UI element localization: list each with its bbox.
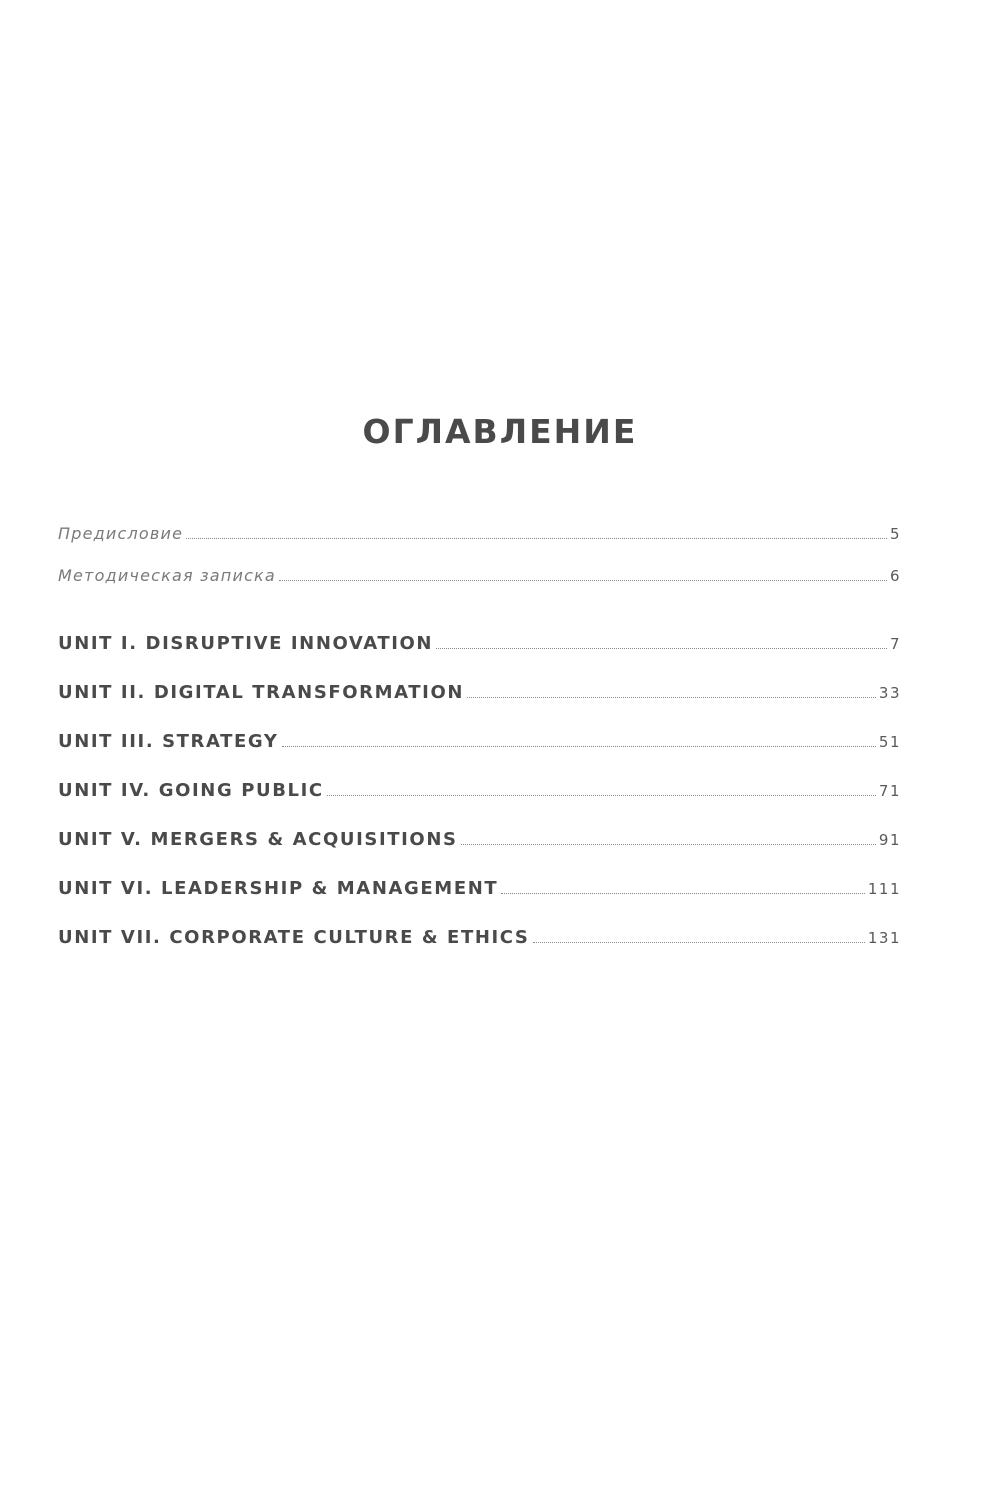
toc-entry-title: UNIT II. DIGITAL TRANSFORMATION (58, 682, 465, 703)
toc-entry-title: UNIT IV. GOING PUBLIC (58, 780, 324, 801)
toc-entry-preface[interactable] (58, 524, 901, 543)
toc-entry-page: 5 (889, 525, 901, 543)
toc-entry-title: UNIT VII. CORPORATE CULTURE & ETHICS (58, 927, 530, 948)
toc-entry-unit-1[interactable] (58, 633, 901, 654)
toc-entry-page: 7 (889, 635, 901, 653)
toc-entry-unit-6[interactable] (58, 878, 901, 899)
toc-entry-title: Предисловие (58, 524, 184, 543)
toc-entry-title: UNIT III. STRATEGY (58, 731, 279, 752)
toc-entry-page: 33 (878, 684, 901, 702)
toc-entry-unit-5[interactable] (58, 829, 901, 850)
dot-leader (467, 697, 876, 698)
dot-leader (279, 580, 887, 581)
dot-leader (533, 942, 865, 943)
toc-entry-title: Методическая записка (58, 566, 276, 585)
toc-entry-unit-2[interactable] (58, 682, 901, 703)
toc-entry-title: UNIT VI. LEADERSHIP & MANAGEMENT (58, 878, 499, 899)
toc-entry-unit-3[interactable] (58, 731, 901, 752)
dot-leader (282, 746, 876, 747)
toc-entry-title: UNIT I. DISRUPTIVE INNOVATION (58, 633, 434, 654)
toc-entry-page: 51 (878, 733, 901, 751)
dot-leader (186, 538, 887, 539)
toc-entry-unit-7[interactable] (58, 927, 901, 948)
dot-leader (461, 844, 876, 845)
dot-leader (436, 648, 887, 649)
toc-entry-page: 91 (878, 831, 901, 849)
toc-entry-title: UNIT V. MERGERS & ACQUISITIONS (58, 829, 458, 850)
dot-leader (501, 893, 865, 894)
toc-entry-page: 6 (889, 567, 901, 585)
dot-leader (327, 795, 876, 796)
toc-entry-unit-4[interactable] (58, 780, 901, 801)
toc-heading: ОГЛАВЛЕНИЕ (362, 412, 638, 451)
toc-entry-page: 131 (867, 929, 901, 947)
toc-entry-methodical-note[interactable] (58, 566, 901, 585)
toc-entry-page: 71 (878, 782, 901, 800)
toc-entry-page: 111 (867, 880, 901, 898)
